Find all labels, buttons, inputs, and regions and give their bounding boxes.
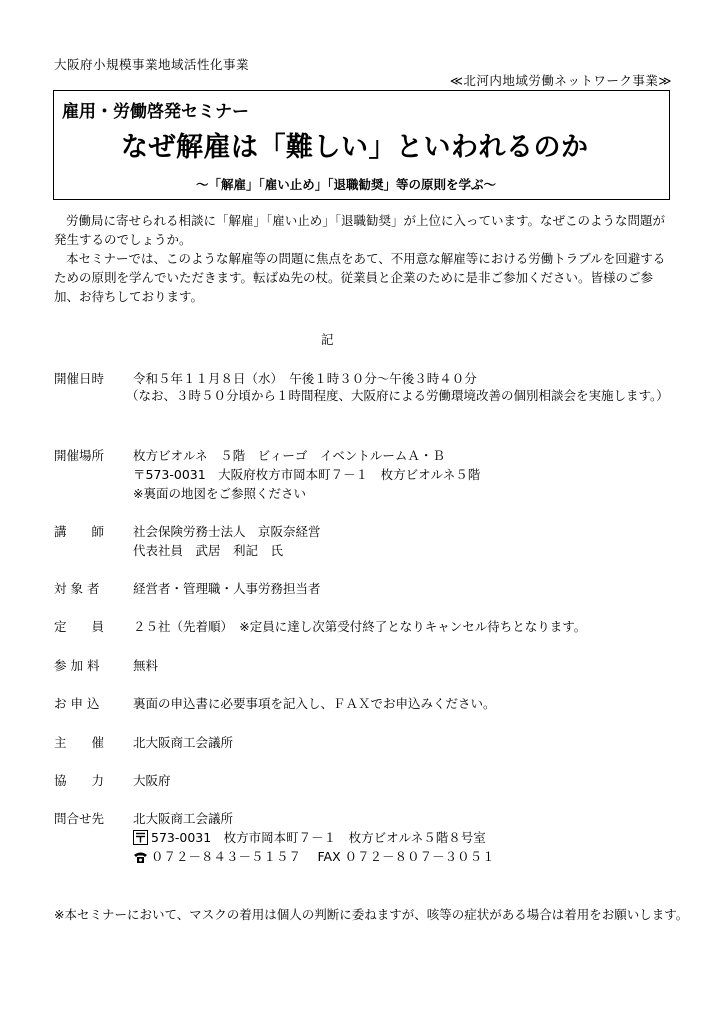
lecturer-line-2: 代表社員 武居 利記 氏 <box>133 543 284 558</box>
mask-note: ※本セミナーにおいて、マスクの着用は個人の判断に委ねますが、咳等の症状がある場合は着用をお願いします。 <box>54 907 689 922</box>
capacity-label: 定 員 <box>54 619 105 634</box>
apply-label: お 申 込 <box>54 696 100 711</box>
intro-paragraph-2: 本セミナーでは、このような解雇等の問題に焦点をあて、不用意な解雇等における労働トラブルを回避するための原則を学んでいただきます。転ばぬ先の杖。従業員と企業のために是非ご参加ください。皆様のご参加、お待ちしております。 <box>54 251 666 304</box>
apply-value: 裏面の申込書に必要事項を記入し、ＦＡＸでお申込みください。 <box>133 696 496 711</box>
seminar-series: 雇用・労働啓発セミナー <box>62 102 249 122</box>
date-note: （なお、３時５０分頃から１時間程度、大阪府による労働環境改善の個別相談会を実施します。） <box>126 388 669 403</box>
venue-line-1: 枚方ビオルネ ５階 ビィーゴ イベントルームＡ・Ｂ <box>133 448 445 463</box>
contact-org: 北大阪商工会議所 <box>133 811 234 826</box>
contact-phone-row <box>133 847 495 867</box>
capacity-value: ２５社（先着順） ※定員に達し次第受付終了となりキャンセル待ちとなります。 <box>133 619 587 634</box>
target-value: 経営者・管理職・人事労務担当者 <box>133 581 321 596</box>
postal-mark-icon <box>133 830 148 848</box>
date-label: 開催日時 <box>54 371 105 386</box>
intro-paragraph-1: 労働局に寄せられる相談に「解雇」「雇い止め」「退職勧奨」が上位に入っています。なぜこのような問題が発生するのでしょうか。 <box>54 213 666 247</box>
host-value: 北大阪商工会議所 <box>133 735 234 750</box>
main-title: なぜ解雇は「難しい」といわれるのか <box>121 132 589 163</box>
subtitle: ～「解雇」「雇い止め」「退職勧奨」等の原則を学ぶ～ <box>196 177 497 192</box>
cooperation-value: 大阪府 <box>133 773 171 788</box>
contact-label: 問合せ先 <box>54 811 105 826</box>
title-box <box>53 90 670 200</box>
contact-address-row <box>133 828 486 848</box>
fee-value: 無料 <box>133 658 159 673</box>
lecturer-line-1: 社会保険労務士法人 京阪奈経営 <box>133 524 321 539</box>
venue-label: 開催場所 <box>54 448 105 463</box>
organizer-line: 大阪府小規模事業地域活性化事業 <box>54 57 250 72</box>
ki-heading: 記 <box>321 332 334 347</box>
cooperation-label: 協 力 <box>54 773 105 788</box>
fee-label: 参 加 料 <box>54 658 100 673</box>
contact-address: 573-0031 枚方市岡本町７－１ 枚方ビオルネ５階８号室 <box>151 830 486 845</box>
venue-line-3: ※裏面の地図をご参照ください <box>133 486 306 501</box>
lecturer-label: 講 師 <box>54 524 105 539</box>
telephone-icon <box>133 851 148 867</box>
network-line: ≪北河内地域労働ネットワーク事業≫ <box>449 73 672 88</box>
host-label: 主 催 <box>54 735 105 750</box>
target-label: 対 象 者 <box>54 581 100 596</box>
contact-phone: ０７２－８４３－５１５７ FAX ０７２－８０７－３０５１ <box>151 849 495 864</box>
venue-line-2: 〒573-0031 大阪府枚方市岡本町７－１ 枚方ビオルネ５階 <box>133 467 481 482</box>
date-value: 令和５年１１月８日（水） 午後１時３０分～午後３時４０分 <box>133 371 477 386</box>
